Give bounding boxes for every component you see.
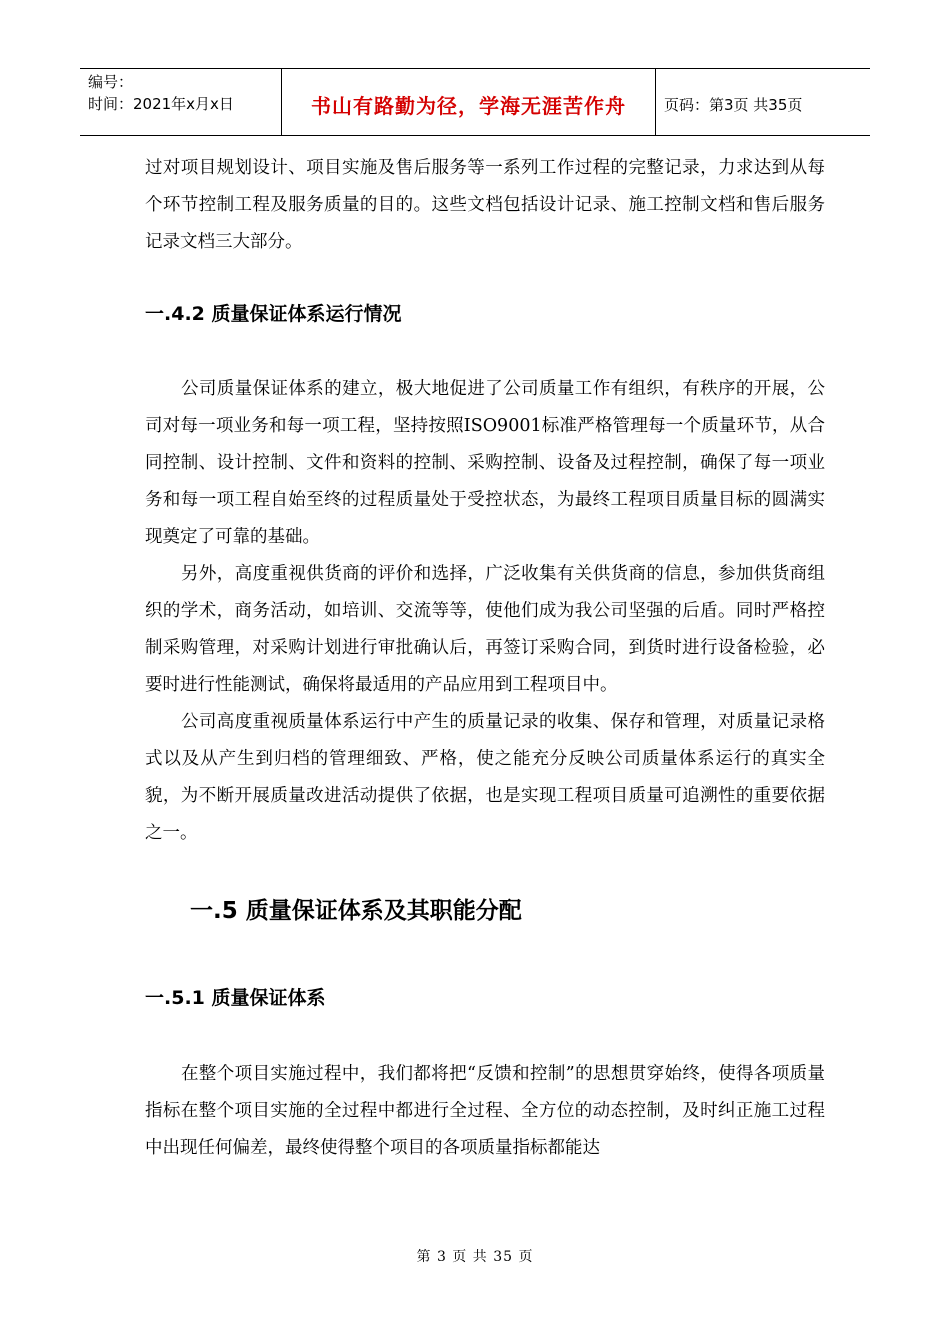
header-date-label: 时间：2021年x月x日 [88, 95, 234, 113]
heading-5-1: 一.5.1 质量保证体系 [145, 987, 326, 1009]
paragraph-supplier-management: 另外，高度重视供货商的评价和选择，广泛收集有关供货商的信息，参加供货商组织的学术，商务活动，如培训、交流等等，使他们成为我公司坚强的后盾。同时严格控制采购管理，对采购计划进行审批确认后，再签订采购合同，到货时进行设备检验，必要时进行性能测试，确保将最适用的产品应用到工程项目中。 [145, 564, 825, 695]
intro-paragraph: 过对项目规划设计、项目实施及售后服务等一系列工作过程的完整记录，力求达到从每个环节控制工程及服务质量的目的。这些文档包括设计记录、施工控制文档和售后服务记录文档三大部分。 [145, 158, 825, 252]
document-body [145, 150, 825, 1167]
header-meta [80, 69, 282, 135]
paragraph-feedback-control: 在整个项目实施过程中，我们都将把“反馈和控制”的思想贯穿始终，使得各项质量指标在整个项目实施的全过程中都进行全过程、全方位的动态控制，及时纠正施工过程中出现任何偏差，最终使得整个项目的各项质量指标都能达 [145, 1064, 825, 1158]
paragraph-quality-records: 公司高度重视质量体系运行中产生的质量记录的收集、保存和管理，对质量记录格式以及从产生到归档的管理细致、严格，使之能充分反映公司质量体系运行的真实全貌，为不断开展质量改进活动提供了依据，也是实现工程项目质量可追溯性的重要依据之一。 [145, 712, 825, 843]
header-motto: 书山有路勤为径，学海无涯苦作舟 [282, 69, 656, 135]
page-footer: 第 3 页 共 35 页 [416, 1249, 534, 1265]
paragraph-quality-system-operation: 公司质量保证体系的建立，极大地促进了公司质量工作有组织，有秩序的开展，公司对每一项业务和每一项工程，坚持按照ISO9001标准严格管理每一个质量环节，从合同控制、设计控制、文件和资料的控制、采购控制、设备及过程控制，确保了每一项业务和每一项工程自始至终的过程质量处于受控状态，为最终工程项目质量目标的圆满实现奠定了可靠的基础。 [145, 379, 825, 547]
heading-4-2: 一.4.2 质量保证体系运行情况 [145, 303, 402, 325]
header-number-label: 编号： [88, 73, 134, 91]
header-page-info: 页码：第3页 共35页 [664, 95, 803, 114]
heading-5: 一.5 质量保证体系及其职能分配 [190, 898, 522, 924]
page-header [80, 68, 870, 136]
